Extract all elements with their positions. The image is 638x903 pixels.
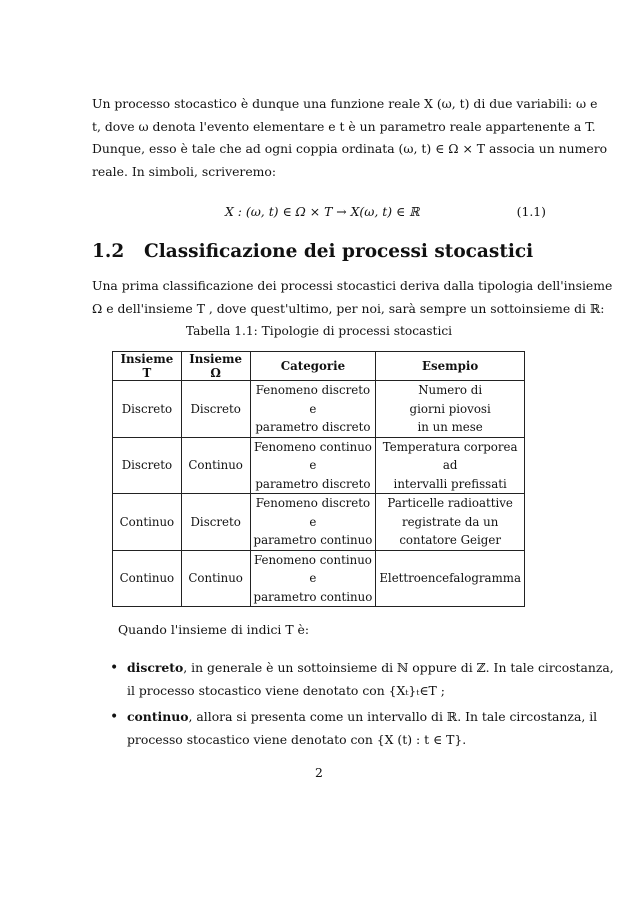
classification-line-1: Una prima classificazione dei processi stocastici deriva dalla tipologia dell'insieme (92, 278, 613, 293)
cell-line: e (309, 401, 317, 416)
section-heading (92, 241, 533, 262)
cell-esempio (376, 550, 525, 607)
classification-line-2: Ω e dell'insieme T , dove quest'ultimo, per noi, sarà sempre un sottoinsieme di ℝ: (92, 300, 605, 316)
header-esempio: Esempio (376, 352, 525, 381)
table-row (113, 494, 525, 551)
bullet-dot-icon: • (110, 709, 119, 725)
bullet-dot-icon: • (110, 660, 119, 676)
bullet-term: continuo (127, 709, 189, 724)
table-row (113, 437, 525, 494)
header-insieme-t: Insieme T (113, 352, 182, 381)
header-insieme-omega: Insieme Ω (181, 352, 250, 381)
cell-line: ad (442, 458, 458, 472)
cell-line: Particelle radioattive (387, 496, 513, 510)
intro-line-1: Un processo stocastico è dunque una funzione reale X (ω, t) di due variabili: ω e (92, 96, 598, 111)
cell-line: parametro continuo (253, 589, 373, 604)
cell-categorie (250, 550, 376, 607)
intro-line-4: reale. In simboli, scriveremo: (92, 163, 277, 179)
cell-esempio (376, 494, 525, 551)
cell-categorie (250, 381, 376, 438)
cell-line: Fenomeno discreto (255, 496, 371, 510)
cell-line: Numero di (418, 383, 483, 397)
intro-paragraph (92, 93, 608, 183)
bullet-text-line-2: il processo stocastico viene denotato con {Xₜ}ₜ∈T ; (127, 682, 445, 698)
bullet-text: , allora si presenta come un intervallo di ℝ. In tale circostanza, il (188, 709, 598, 724)
cell-line: Temperatura corporea (382, 439, 518, 454)
cell-line: intervalli prefissati (393, 476, 507, 491)
section-title: Classificazione dei processi stocastici (144, 241, 534, 262)
page-number: 2 (315, 765, 323, 780)
cell-esempio (376, 381, 525, 438)
cell-esempio (376, 437, 525, 494)
equation-1-1 (92, 201, 546, 223)
process-types-table (112, 351, 525, 607)
table-caption: Tabella 1.1: Tipologie di processi stocastici (185, 324, 453, 338)
cell-line: Elettroencefalogramma (379, 571, 521, 585)
cell-line: parametro discreto (255, 476, 371, 491)
cell-line: giorni piovosi (409, 401, 491, 416)
cell-line: Fenomeno continuo (253, 439, 372, 454)
cell-line: Fenomeno continuo (253, 552, 372, 567)
table-header-row (113, 352, 525, 381)
cell-line: e (309, 571, 317, 585)
cell-line: Fenomeno discreto (255, 383, 371, 397)
cell-insieme-omega: Continuo (181, 550, 250, 607)
cell-line: e (309, 458, 317, 472)
cell-insieme-omega: Discreto (181, 494, 250, 551)
cell-line: registrate da un (401, 514, 499, 529)
cell-insieme-t: Discreto (113, 437, 182, 494)
cell-insieme-omega: Discreto (181, 381, 250, 438)
cell-line: contatore Geiger (399, 533, 501, 547)
bullet-text: , in generale è un sottoinsieme di ℕ oppure di ℤ. In tale circostanza, (183, 660, 614, 675)
cell-insieme-t: Continuo (113, 550, 182, 607)
intro-line-3: Dunque, esso è tale che ad ogni coppia ordinata (ω, t) ∈ Ω × T associa un numero (92, 141, 608, 156)
classification-paragraph (92, 275, 613, 320)
table-row (113, 381, 525, 438)
table-row (113, 550, 525, 607)
bullet-term: discreto (127, 660, 184, 675)
cell-categorie (250, 437, 376, 494)
cell-line: parametro discreto (255, 420, 371, 434)
bullet-text-line-2: processo stocastico viene denotato con {X (t) : t ∈ T}. (127, 731, 467, 747)
cell-line: e (309, 514, 317, 529)
header-categorie: Categorie (250, 352, 376, 381)
section-number: 1.2 (92, 241, 125, 262)
index-set-intro: Quando l'insieme di indici T è: (118, 622, 310, 637)
cell-insieme-omega: Continuo (181, 437, 250, 494)
cell-line: in un mese (417, 420, 483, 434)
cell-categorie (250, 494, 376, 551)
equation-formula: X : (ω, t) ∈ Ω × T → X(ω, t) ∈ ℝ (225, 204, 420, 219)
intro-line-2: t, dove ω denota l'evento elementare e t è un parametro reale appartenente a T. (92, 118, 596, 134)
cell-insieme-t: Continuo (113, 494, 182, 551)
cell-insieme-t: Discreto (113, 381, 182, 438)
cell-line: parametro continuo (253, 533, 373, 547)
equation-number: (1.1) (516, 204, 546, 219)
